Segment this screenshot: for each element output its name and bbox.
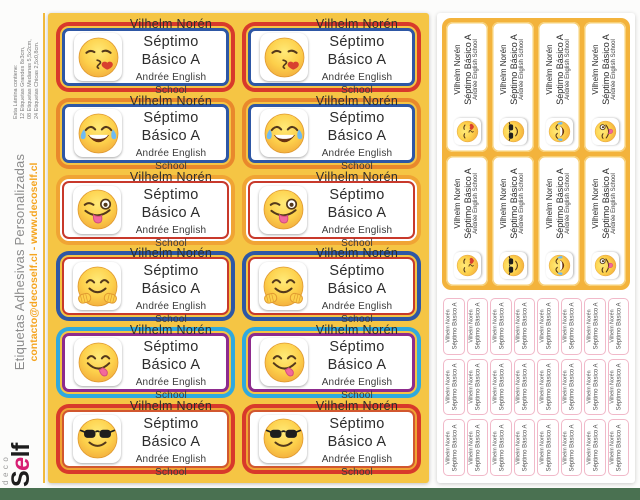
small-label	[537, 298, 559, 355]
school-name: Andrée English School	[321, 301, 393, 326]
student-name: Vilhelm Norén	[515, 431, 522, 465]
student-name: Vilhelm Norén	[468, 431, 475, 465]
student-grade: Séptimo Básico A	[569, 424, 576, 472]
school-name: Andrée English School	[473, 173, 480, 234]
school-name: Andrée English School	[321, 377, 393, 402]
emoji-joy-icon	[260, 109, 308, 157]
student-name: Vilhelm Norén	[539, 309, 546, 343]
student-name: Vilhelm Norén	[562, 309, 569, 343]
school-name: Andrée English School	[519, 39, 526, 100]
student-name: Vilhelm Norén	[591, 178, 601, 229]
school-name: Andrée English School	[135, 148, 207, 173]
student-grade: Séptimo Básico A	[554, 34, 565, 105]
student-grade: Séptimo Básico A	[475, 302, 482, 350]
student-name: Vilhelm Norén	[453, 178, 463, 229]
student-grade: Séptimo Básico A	[452, 302, 459, 350]
student-name: Vilhelm Norén	[315, 17, 399, 32]
student-grade: Séptimo Básico A	[327, 186, 387, 221]
student-grade: Séptimo Básico A	[475, 363, 482, 411]
emoji-cool-icon	[500, 118, 527, 145]
small-label	[561, 419, 583, 476]
small-label	[514, 419, 536, 476]
small-label	[537, 419, 559, 476]
student-name: Vilhelm Norén	[499, 44, 509, 95]
large-label	[56, 246, 235, 326]
student-name: Vilhelm Norén	[492, 431, 499, 465]
emoji-wink-tongue-icon	[592, 118, 619, 145]
student-grade: Séptimo Básico A	[616, 302, 623, 350]
note-line: Esta Lámina contiene:	[13, 64, 19, 119]
student-grade: Séptimo Básico A	[600, 34, 611, 105]
small-label	[584, 359, 606, 416]
large-label	[242, 322, 421, 402]
school-name: Andrée English School	[519, 173, 526, 234]
emoji-joy-icon	[546, 252, 573, 279]
emoji-kiss-heart-icon	[454, 118, 481, 145]
large-label	[242, 398, 421, 478]
student-name: Vilhelm Norén	[586, 370, 593, 404]
student-name: Vilhelm Norén	[586, 309, 593, 343]
student-name: Vilhelm Norén	[539, 370, 546, 404]
medium-label	[538, 22, 580, 152]
student-name: Vilhelm Norén	[591, 44, 601, 95]
small-label	[584, 419, 606, 476]
emoji-cool-icon	[73, 415, 121, 463]
student-name: Vilhelm Norén	[609, 309, 616, 343]
student-grade: Séptimo Básico A	[499, 424, 506, 472]
small-label	[443, 298, 465, 355]
school-name: Andrée English School	[611, 39, 618, 100]
student-name: Vilhelm Norén	[545, 178, 555, 229]
emoji-yum-icon	[260, 338, 308, 386]
medium-label	[492, 156, 534, 286]
small-label	[514, 359, 536, 416]
school-name: Andrée English School	[135, 72, 207, 97]
small-label	[490, 419, 512, 476]
large-label	[242, 169, 421, 249]
school-name: Andrée English School	[565, 173, 572, 234]
student-name: Vilhelm Norén	[129, 398, 213, 413]
note-line: 24 Etiquetas Chicas 2,5x0,8cm.	[34, 41, 40, 119]
student-grade: Séptimo Básico A	[475, 424, 482, 472]
student-name: Vilhelm Norén	[445, 309, 452, 343]
student-name: Vilhelm Norén	[315, 322, 399, 337]
brand-contact: contacto@decoself.cl - www.decoself.cl	[28, 162, 40, 362]
large-label	[56, 398, 235, 478]
small-label	[584, 298, 606, 355]
school-name: Andrée English School	[321, 224, 393, 249]
student-name: Vilhelm Norén	[129, 17, 213, 32]
note-line: 08 Etiquetas Medianas 5,5x2cm,	[27, 39, 33, 119]
emoji-kiss-heart-icon	[74, 33, 122, 81]
small-label	[514, 298, 536, 355]
student-name: Vilhelm Norén	[468, 309, 475, 343]
small-label	[467, 419, 489, 476]
logo-deco-text: deco	[1, 453, 10, 485]
school-name: Andrée English School	[135, 224, 207, 249]
medium-small-labels-sheet	[437, 13, 635, 483]
small-label	[443, 419, 465, 476]
large-label	[56, 17, 235, 97]
emoji-cool-icon	[500, 252, 527, 279]
decoself-logo	[2, 412, 46, 488]
emoji-joy-icon	[74, 109, 122, 157]
student-grade: Séptimo Básico A	[593, 424, 600, 472]
student-name: Vilhelm Norén	[515, 309, 522, 343]
large-labels-sheet	[48, 13, 429, 483]
small-label	[490, 359, 512, 416]
student-grade: Séptimo Básico A	[569, 302, 576, 350]
student-grade: Séptimo Básico A	[452, 424, 459, 472]
medium-label	[584, 156, 626, 286]
student-name: Vilhelm Norén	[315, 246, 399, 261]
student-name: Vilhelm Norén	[129, 246, 213, 261]
medium-label	[492, 22, 534, 152]
student-grade: Séptimo Básico A	[327, 33, 387, 68]
student-name: Vilhelm Norén	[315, 93, 399, 108]
small-label	[467, 359, 489, 416]
emoji-wink-tongue-icon	[259, 186, 307, 234]
small-label	[608, 359, 630, 416]
student-grade: Séptimo Básico A	[522, 302, 529, 350]
school-name: Andrée English School	[135, 301, 207, 326]
large-label	[242, 246, 421, 326]
emoji-kiss-heart-icon	[260, 33, 308, 81]
footer-bar	[0, 488, 640, 500]
student-name: Vilhelm Norén	[562, 431, 569, 465]
student-grade: Séptimo Básico A	[327, 415, 387, 450]
large-label	[56, 93, 235, 173]
medium-label	[584, 22, 626, 152]
small-label	[467, 298, 489, 355]
emoji-joy-icon	[546, 118, 573, 145]
student-grade: Séptimo Básico A	[327, 110, 387, 145]
student-grade: Séptimo Básico A	[141, 262, 201, 297]
sheet-contents-note	[12, 6, 44, 120]
small-label	[608, 419, 630, 476]
student-grade: Séptimo Básico A	[508, 34, 519, 105]
emoji-hug-icon	[73, 262, 121, 310]
student-name: Vilhelm Norén	[453, 44, 463, 95]
student-name: Vilhelm Norén	[468, 370, 475, 404]
student-grade: Séptimo Básico A	[499, 363, 506, 411]
emoji-wink-tongue-icon	[73, 186, 121, 234]
large-label	[242, 93, 421, 173]
small-label	[561, 298, 583, 355]
student-grade: Séptimo Básico A	[569, 363, 576, 411]
student-grade: Séptimo Básico A	[462, 168, 473, 239]
student-grade: Séptimo Básico A	[462, 34, 473, 105]
school-name: Andrée English School	[321, 148, 393, 173]
student-name: Vilhelm Norén	[545, 44, 555, 95]
emoji-wink-tongue-icon	[592, 252, 619, 279]
student-grade: Séptimo Básico A	[141, 186, 201, 221]
medium-label	[446, 22, 488, 152]
student-grade: Séptimo Básico A	[616, 363, 623, 411]
student-name: Vilhelm Norén	[129, 322, 213, 337]
student-grade: Séptimo Básico A	[141, 339, 201, 374]
student-name: Vilhelm Norén	[445, 370, 452, 404]
student-grade: Séptimo Básico A	[522, 363, 529, 411]
small-label	[561, 359, 583, 416]
small-label	[537, 359, 559, 416]
school-name: Andrée English School	[135, 377, 207, 402]
student-grade: Séptimo Básico A	[499, 302, 506, 350]
student-name: Vilhelm Norén	[539, 431, 546, 465]
student-grade: Séptimo Básico A	[141, 110, 201, 145]
student-name: Vilhelm Norén	[445, 431, 452, 465]
school-name: Andrée English School	[321, 453, 393, 478]
student-grade: Séptimo Básico A	[327, 339, 387, 374]
student-name: Vilhelm Norén	[562, 370, 569, 404]
student-grade: Séptimo Básico A	[554, 168, 565, 239]
small-labels-block	[442, 297, 630, 477]
school-name: Andrée English School	[611, 173, 618, 234]
small-label	[443, 359, 465, 416]
student-grade: Séptimo Básico A	[593, 363, 600, 411]
emoji-hug-icon	[259, 262, 307, 310]
medium-label	[538, 156, 580, 286]
school-name: Andrée English School	[135, 453, 207, 478]
emoji-cool-icon	[259, 415, 307, 463]
small-label	[608, 298, 630, 355]
small-label	[490, 298, 512, 355]
school-name: Andrée English School	[473, 39, 480, 100]
student-grade: Séptimo Básico A	[141, 415, 201, 450]
student-grade: Séptimo Básico A	[508, 168, 519, 239]
emoji-kiss-heart-icon	[454, 252, 481, 279]
medium-labels-block	[442, 18, 630, 290]
student-grade: Séptimo Básico A	[600, 168, 611, 239]
student-name: Vilhelm Norén	[609, 431, 616, 465]
sheet-edge-line	[43, 13, 45, 483]
student-name: Vilhelm Norén	[609, 370, 616, 404]
large-label	[242, 17, 421, 97]
emoji-yum-icon	[74, 338, 122, 386]
student-name: Vilhelm Norén	[492, 309, 499, 343]
student-name: Vilhelm Norén	[129, 169, 213, 184]
medium-label	[446, 156, 488, 286]
large-label	[56, 322, 235, 402]
student-grade: Séptimo Básico A	[141, 33, 201, 68]
school-name: Andrée English School	[321, 72, 393, 97]
student-name: Vilhelm Norén	[492, 370, 499, 404]
note-line: 12 Etiquetas Grandes 8x3cm,	[20, 46, 26, 119]
student-grade: Séptimo Básico A	[327, 262, 387, 297]
large-label	[56, 169, 235, 249]
student-name: Vilhelm Norén	[129, 93, 213, 108]
logo-self-text: Self	[7, 443, 35, 487]
student-grade: Séptimo Básico A	[546, 424, 553, 472]
student-grade: Séptimo Básico A	[593, 302, 600, 350]
student-grade: Séptimo Básico A	[616, 424, 623, 472]
student-grade: Séptimo Básico A	[546, 302, 553, 350]
student-name: Vilhelm Norén	[499, 178, 509, 229]
student-grade: Séptimo Básico A	[522, 424, 529, 472]
brand-title: Etiquetas Adhesivas Personalizadas	[12, 153, 27, 371]
student-grade: Séptimo Básico A	[546, 363, 553, 411]
brand-text	[10, 126, 46, 398]
student-name: Vilhelm Norén	[515, 370, 522, 404]
school-name: Andrée English School	[565, 39, 572, 100]
student-name: Vilhelm Norén	[315, 398, 399, 413]
student-name: Vilhelm Norén	[586, 431, 593, 465]
student-name: Vilhelm Norén	[315, 169, 399, 184]
student-grade: Séptimo Básico A	[452, 363, 459, 411]
